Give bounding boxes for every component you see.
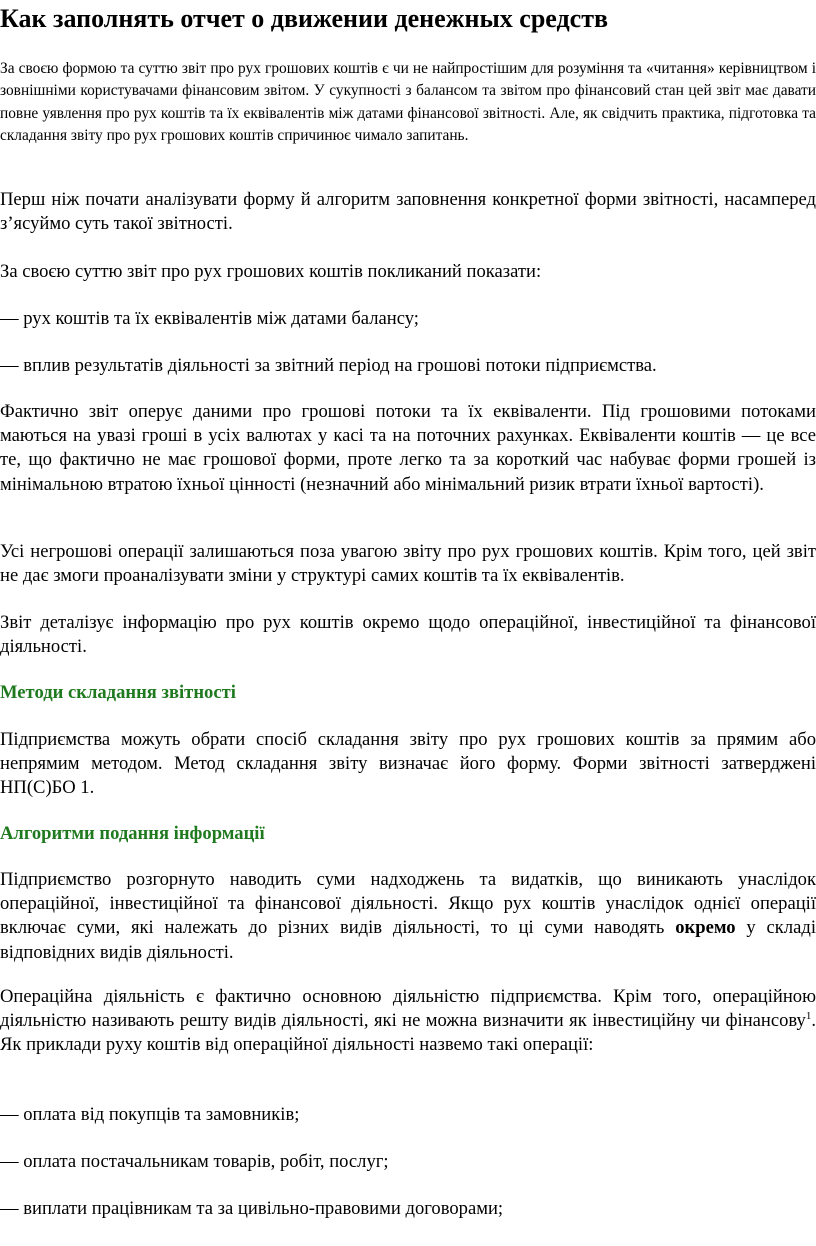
paragraph-2: За своєю суттю звіт про рух грошових коштів покликаний показати:: [0, 261, 542, 282]
paragraph-10: [0, 985, 816, 1058]
paragraph-9-tail: у складі відповідних видів діяльності.: [0, 917, 816, 963]
paragraph-10-tail: . Як приклади руху коштів від операційної діяльності назвемо такі операції:: [0, 1010, 816, 1056]
intro-paragraph: За своєю формою та суттю звіт про рух грошових коштів є чи не найпростішим для розуміння та «читання» керівництвом і зовнішніми користувачами фінансовим звітом. У сукупності з балансом та звітом про фінансовий стан цей звіт має давати повне уявлення про рух коштів та їх еквівалентів між датами фінансової звітності. Але, як свідчить практика, підготовка та складання звіту про рух грошових коштів спричинює чимало запитань.: [0, 60, 816, 144]
list-item: — рух коштів та їх еквівалентів між датами балансу;: [0, 308, 419, 329]
emphasis-text: окремо: [675, 917, 736, 939]
paragraph-5: Фактично звіт оперує даними про грошові потоки та їх еквіваленти. Під грошовими потоками маються на увазі гроші в усіх валютах у касі та на поточних рахунках. Еквіваленти коштів — це все те, що фактично не має грошової форми, проте легко та за короткий час набуває форми грошей із мінімальною втратою їхньої цінності (незначний або мінімальний ризик втрати їхньої вартості).: [0, 401, 816, 495]
page-title: Как заполнять отчет о движении денежных средств: [0, 4, 609, 33]
paragraph-7: Звіт деталізує інформацію про рух коштів окремо щодо операційної, інвестиційної та фінансової діяльності.: [0, 612, 816, 658]
section-heading-algorithms: Алгоритми подання інформації: [0, 823, 265, 844]
paragraph-9-text: Підприємство розгорнуто наводить суми надходжень та видатків, що виникають унаслідок операційної, інвестиційної та фінансової діяльності. Якщо рух коштів унаслідок однієї операції включає суми, які належать до різних видів діяльності, то ці суми наводять: [0, 869, 816, 939]
paragraph-10-text: Операційна діяльність є фактично основною діяльністю підприємства. Крім того, операційною діяльністю називають решту видів діяльності, які не можна визначити як інвестиційну чи фінансову: [0, 986, 816, 1032]
list-item: — виплати працівникам та за цивільно-правовими договорами;: [0, 1198, 504, 1219]
section-heading-methods: Методи складання звітності: [0, 682, 236, 703]
paragraph-9: [0, 868, 816, 965]
list-item: — оплата від покупців та замовників;: [0, 1104, 300, 1125]
footnote-marker: 1: [805, 1010, 812, 1023]
paragraph-6: Усі негрошові операції залишаються поза увагою звіту про рух грошових коштів. Крім того, цей звіт не дає змоги проаналізувати зміни у структурі самих коштів та їх еквівалентів.: [0, 541, 816, 587]
list-item: — оплата постачальникам товарів, робіт, послуг;: [0, 1151, 389, 1172]
paragraph-8: Підприємства можуть обрати спосіб складання звіту про рух грошових коштів за прямим або непрямим методом. Метод складання звіту визначає його форму. Форми звітності затверджені НП(С)БО 1.: [0, 729, 816, 799]
list-item: — вплив результатів діяльності за звітний період на грошові потоки підприємства.: [0, 355, 657, 376]
paragraph-1: Перш ніж почати аналізувати форму й алгоритм заповнення конкретної форми звітності, насамперед з’ясуймо суть такої звітності.: [0, 189, 816, 235]
